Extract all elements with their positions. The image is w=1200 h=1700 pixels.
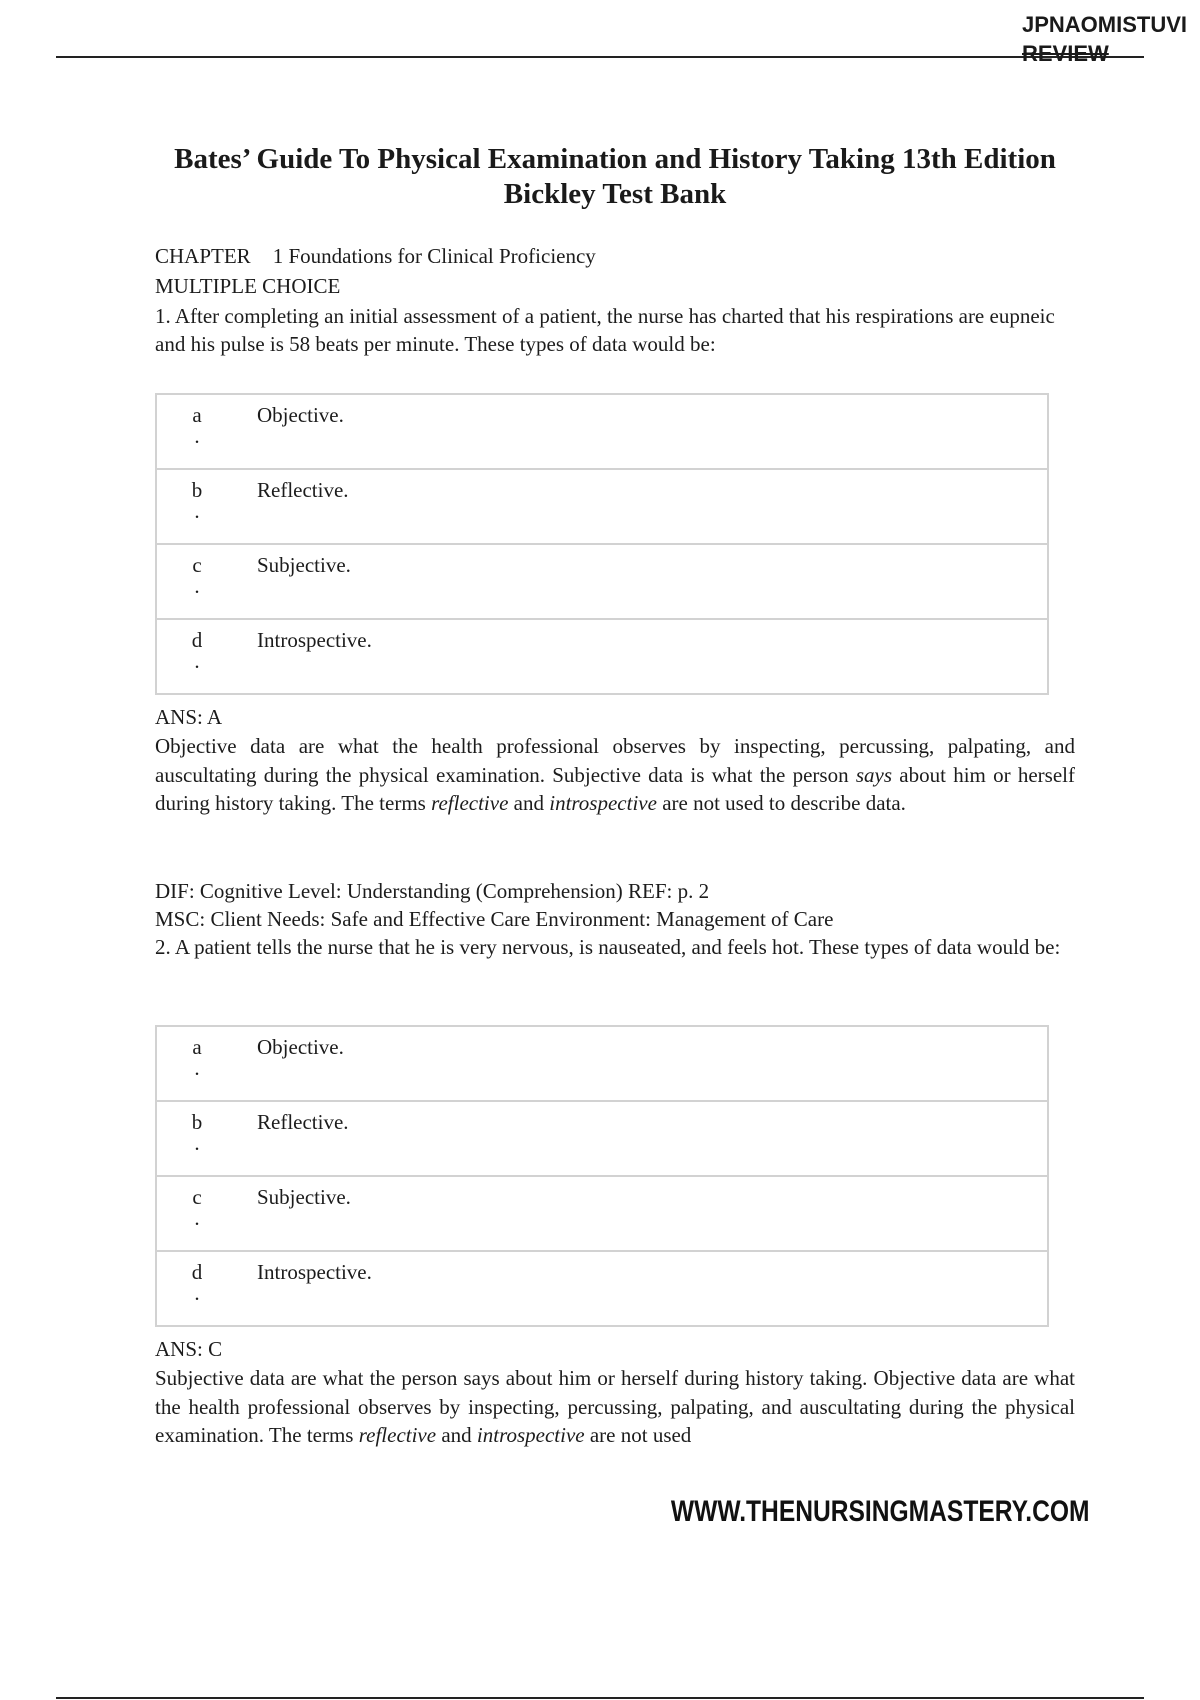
- option-row[interactable]: [156, 544, 1048, 619]
- option-letter: b .: [156, 469, 237, 544]
- option-text: Introspective.: [237, 619, 1048, 694]
- option-row[interactable]: [156, 1251, 1048, 1326]
- option-row[interactable]: [156, 1026, 1048, 1101]
- question-2-explanation: Subjective data are what the person says about him or herself during history taking. Objective data are what the health professional observes by inspecting, percussing, palpating, and auscultating during the physical examination. The terms reflective and introspective are not used: [155, 1366, 1075, 1447]
- chapter-title: 1 Foundations for Clinical Proficiency: [272, 244, 596, 268]
- question-1-options: [155, 393, 1049, 695]
- option-text: Objective.: [257, 1035, 344, 1059]
- header-rule: [56, 56, 1144, 58]
- option-letter: c .: [156, 544, 237, 619]
- question-1-msc: MSC: Client Needs: Safe and Effective Care Environment: Management of Care: [155, 907, 834, 931]
- option-row[interactable]: [156, 1176, 1048, 1251]
- question-1-explanation: Objective data are what the health professional observes by inspecting, percussing, palpating, and auscultating during the physical examination. Subjective data is what the person says about him or herself during history taking. The terms reflective and introspective are not used to describe data.: [155, 734, 1075, 815]
- footer-rule: [56, 1697, 1144, 1699]
- option-text: Subjective.: [237, 1176, 1048, 1251]
- chapter-label: CHAPTER: [155, 244, 251, 268]
- option-text: Reflective.: [237, 469, 1048, 544]
- option-text: Introspective.: [237, 1251, 1048, 1326]
- option-row[interactable]: [156, 1101, 1048, 1176]
- question-1-dif: DIF: Cognitive Level: Understanding (Comprehension) REF: p. 2: [155, 879, 710, 903]
- option-row[interactable]: [156, 394, 1048, 469]
- option-letter: d .: [156, 619, 237, 694]
- option-row[interactable]: [156, 469, 1048, 544]
- option-letter: b .: [156, 1101, 237, 1176]
- option-letter: a .: [192, 403, 202, 448]
- question-2-options: [155, 1025, 1049, 1327]
- header-tag-line2: REVIEW: [1022, 41, 1109, 66]
- question-2-stem: 2. A patient tells the nurse that he is very nervous, is nauseated, and feels hot. These types of data would be:: [155, 935, 1061, 959]
- option-letter: c .: [156, 1176, 237, 1251]
- footer-url: WWW.THENURSINGMASTERY.COM: [671, 1495, 1090, 1528]
- question-1-stem: 1. After completing an initial assessment of a patient, the nurse has charted that his respirations are eupneic and his pulse is 58 beats per minute. These types of data would be:: [155, 304, 1055, 356]
- question-2-answer: ANS: C: [155, 1337, 223, 1361]
- document-title: Bates’ Guide To Physical Examination and History Taking 13th Edition Bickley Test Bank: [174, 143, 1056, 210]
- option-row[interactable]: [156, 619, 1048, 694]
- header-tag: [1022, 10, 1200, 68]
- chapter-heading: [155, 242, 1075, 270]
- option-text: Objective.: [257, 403, 344, 427]
- option-text: Subjective.: [237, 544, 1048, 619]
- option-letter: a .: [192, 1035, 202, 1080]
- question-1-answer: ANS: A: [155, 705, 223, 729]
- option-letter: d .: [156, 1251, 237, 1326]
- option-text: Reflective.: [237, 1101, 1048, 1176]
- header-tag-line1: JPNAOMISTUVI: [1022, 12, 1188, 37]
- section-heading: MULTIPLE CHOICE: [155, 274, 341, 298]
